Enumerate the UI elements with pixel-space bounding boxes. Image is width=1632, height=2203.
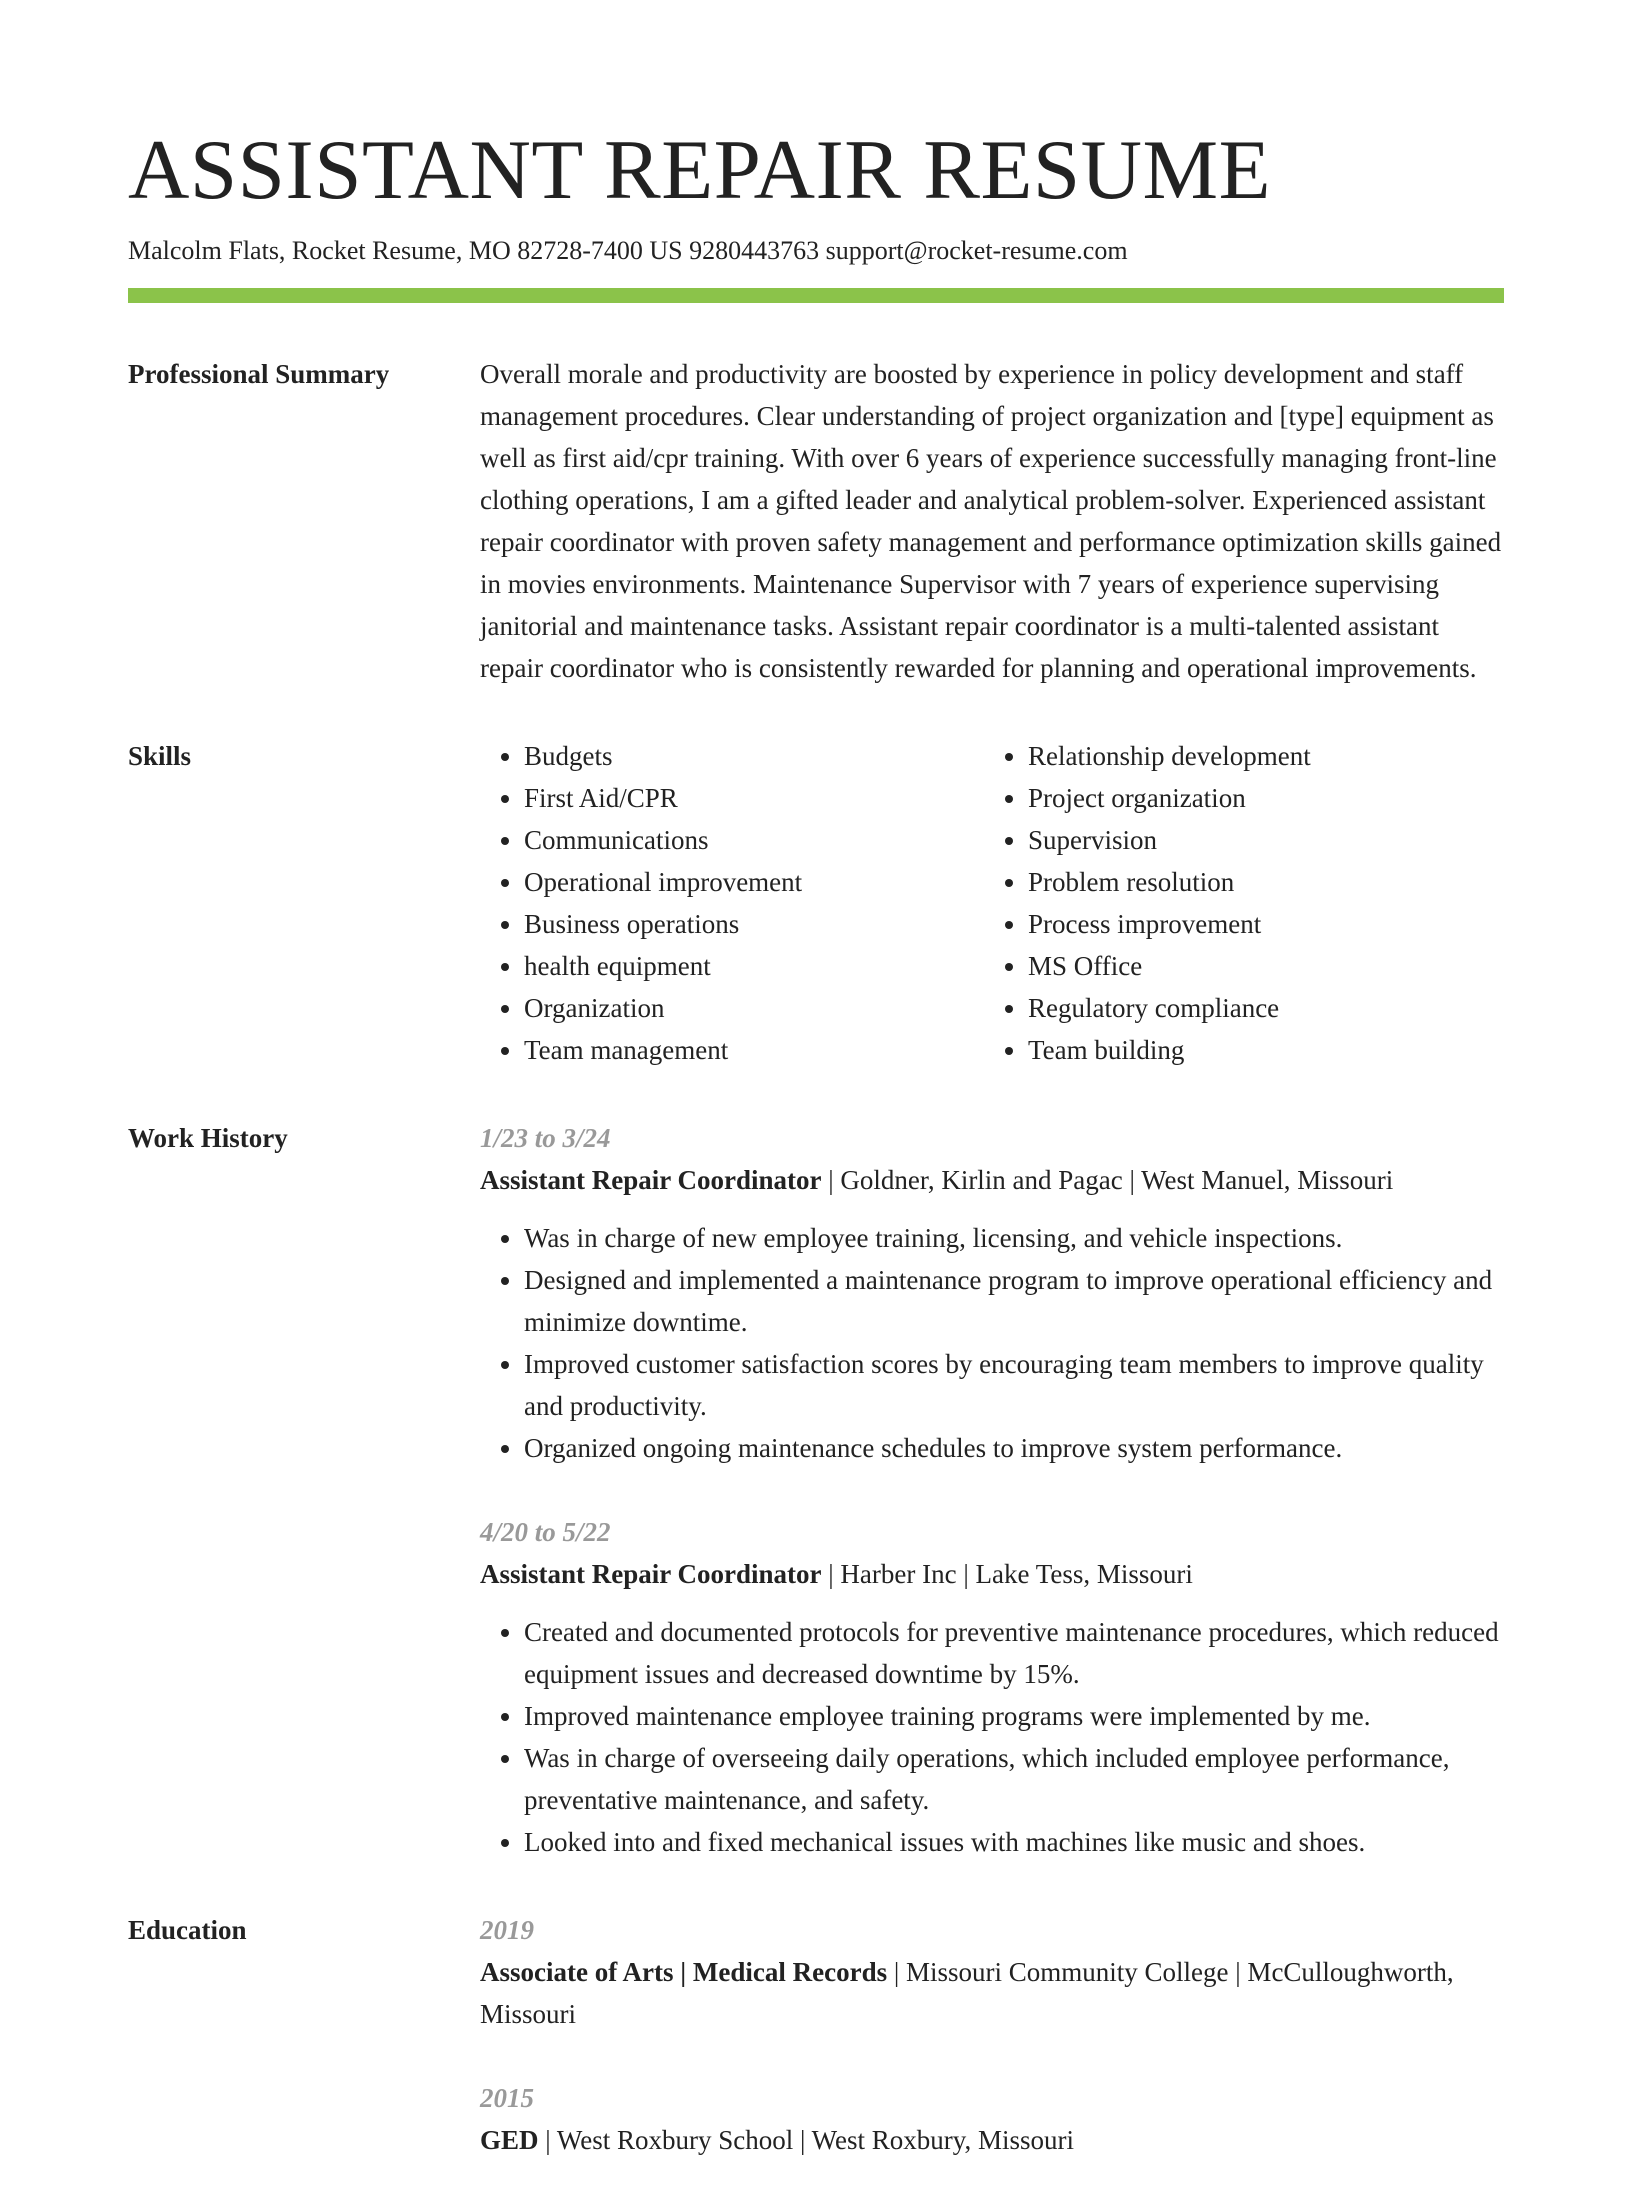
job-role-line (480, 1553, 1504, 1595)
skills-section (128, 735, 1504, 1071)
section-label-summary: Professional Summary (128, 359, 390, 389)
skill-item: • Budgets (524, 735, 984, 777)
skills-list-left (480, 735, 984, 1071)
job-title: Assistant Repair Coordinator (480, 1165, 822, 1195)
resume-title: ASSISTANT REPAIR RESUME (128, 123, 1272, 217)
job-bullet: • Designed and implemented a maintenance program to improve operational efficiency and minimize downtime. (524, 1259, 1504, 1343)
job-dates: 1/23 to 3/24 (480, 1123, 611, 1153)
education-line (480, 1951, 1504, 2035)
skill-item: • Team building (1028, 1029, 1488, 1071)
job-entry (480, 1117, 1504, 1469)
skill-item: • MS Office (1028, 945, 1488, 987)
resume-page (128, 0, 1504, 2203)
skill-item: • health equipment (524, 945, 984, 987)
job-bullet: • Improved maintenance employee training programs were implemented by me. (524, 1695, 1504, 1737)
skill-item: • Process improvement (1028, 903, 1488, 945)
education-year: 2019 (480, 1915, 534, 1945)
job-bullet: • Was in charge of new employee training, licensing, and vehicle inspections. (524, 1217, 1504, 1259)
skill-item: • Problem resolution (1028, 861, 1488, 903)
job-bullet: • Was in charge of overseeing daily operations, which included employee performance, preventative maintenance, and safety. (524, 1737, 1504, 1821)
summary-section (128, 353, 1504, 689)
job-entry (480, 1511, 1504, 1863)
section-label-education: Education (128, 1915, 247, 1945)
section-label-skills: Skills (128, 741, 192, 771)
job-employer-location: | Goldner, Kirlin and Pagac | West Manuel, Missouri (821, 1165, 1394, 1195)
skill-item: • Regulatory compliance (1028, 987, 1488, 1029)
job-bullet: • Organized ongoing maintenance schedules to improve system performance. (524, 1427, 1504, 1469)
skill-item: • Organization (524, 987, 984, 1029)
education-year: 2015 (480, 2083, 534, 2113)
skill-item: • First Aid/CPR (524, 777, 984, 819)
job-bullets (480, 1611, 1504, 1863)
education-section (128, 1909, 1504, 2203)
job-employer-location: | Harber Inc | Lake Tess, Missouri (821, 1559, 1193, 1589)
job-bullet: • Improved customer satisfaction scores by encouraging team members to improve quality and productivity. (524, 1343, 1504, 1427)
education-school-location: | West Roxbury School | West Roxbury, Missouri (538, 2125, 1074, 2155)
skill-item: • Operational improvement (524, 861, 984, 903)
accent-divider (128, 288, 1504, 303)
work-history-section (128, 1117, 1504, 1863)
skill-item: • Business operations (524, 903, 984, 945)
education-line (480, 2119, 1504, 2161)
skill-item: • Team management (524, 1029, 984, 1071)
skill-item: • Project organization (1028, 777, 1488, 819)
job-bullet: • Created and documented protocols for preventive maintenance procedures, which reduced equipment issues and decreased downtime by 15%. (524, 1611, 1504, 1695)
education-entry (480, 1909, 1504, 2035)
skill-item: • Supervision (1028, 819, 1488, 861)
contact-line: Malcolm Flats, Rocket Resume, MO 82728-7400 US 9280443763 support@rocket-resume.com (128, 236, 1128, 265)
job-bullets (480, 1217, 1504, 1469)
section-label-work-history: Work History (128, 1123, 288, 1153)
job-title: Assistant Repair Coordinator (480, 1559, 822, 1589)
job-dates: 4/20 to 5/22 (480, 1517, 611, 1547)
skill-item: • Communications (524, 819, 984, 861)
job-role-line (480, 1159, 1504, 1201)
education-degree: Associate of Arts | Medical Records (480, 1957, 888, 1987)
education-entry (480, 2077, 1504, 2161)
education-school-location: | Missouri Community College | McCulloughworth, Missouri (480, 1957, 1454, 2029)
job-bullet: • Looked into and fixed mechanical issues with machines like music and shoes. (524, 1821, 1504, 1863)
education-degree: GED (480, 2125, 539, 2155)
skill-item: • Relationship development (1028, 735, 1488, 777)
summary-text: Overall morale and productivity are boosted by experience in policy development and staff management procedures. Clear understanding of project organization and [type] equipment as well as first aid/cpr training. With over 6 years of experience successfully managing front-line clothing operations, I am a gifted leader and analytical problem-solver. Experienced assistant repair coordinator with proven safety management and performance optimization skills gained in movies environments. Maintenance Supervisor with 7 years of experience supervising janitorial and maintenance tasks. Assistant repair coordinator is a multi-talented assistant repair coordinator who is consistently rewarded for planning and operational improvements. (480, 359, 1502, 683)
skills-list-right (984, 735, 1488, 1071)
